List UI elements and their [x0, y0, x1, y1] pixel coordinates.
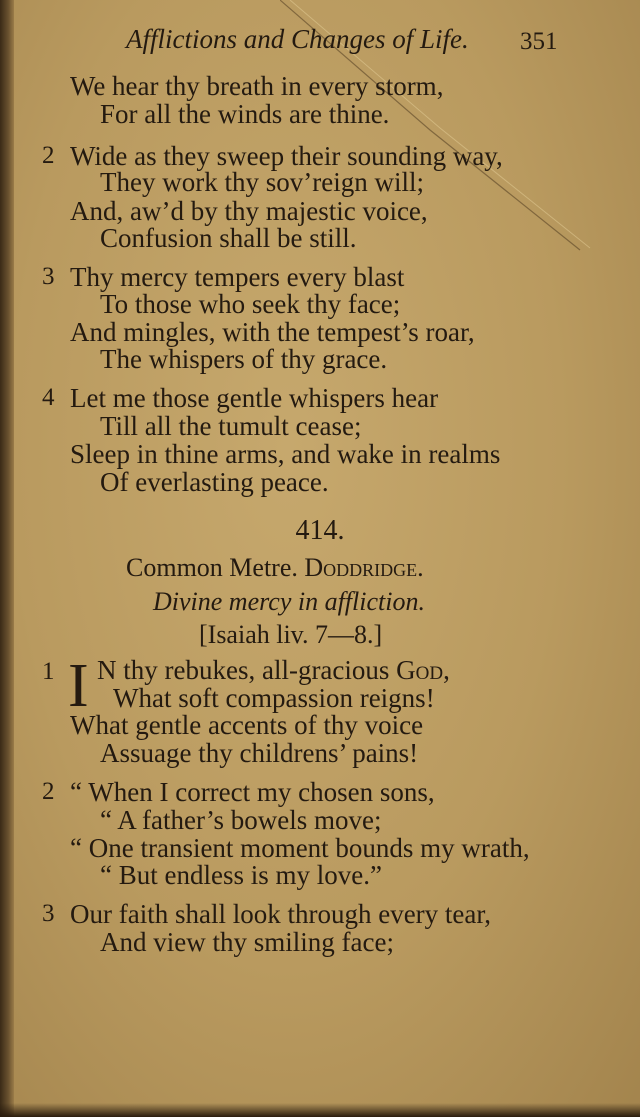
page-bottom-edge: [0, 1103, 640, 1117]
hymn-line: The whispers of thy grace.: [100, 344, 388, 374]
hymn-author: Doddridge.: [304, 553, 424, 582]
scripture-reference: [Isaiah liv. 7—8.]: [199, 620, 383, 649]
hymn-number: 414.: [295, 515, 345, 546]
hymn-line: And view thy smiling face;: [100, 927, 394, 957]
hymn-line: Sleep in thine arms, and wake in realms: [70, 439, 501, 469]
drop-cap: I: [68, 652, 89, 720]
hymn-line: And mingles, with the tempest’s roar,: [70, 317, 475, 347]
verse-number: 2: [42, 778, 55, 805]
verse-number: 1: [42, 658, 55, 685]
hymn-line: “ When I correct my chosen sons,: [70, 777, 435, 807]
hymn-line: Till all the tumult cease;: [100, 411, 362, 441]
hymn-meter-line: [126, 553, 424, 583]
hymn-line: What soft compassion reigns!: [113, 683, 435, 713]
hymn-line: “ One transient moment bounds my wrath,: [70, 833, 530, 863]
page-gutter: [0, 0, 14, 1117]
verse-number: 3: [42, 900, 55, 927]
hymn-line: We hear thy breath in every storm,: [70, 71, 444, 101]
verse-number: 3: [42, 263, 55, 290]
hymn-line: “ But endless is my love.”: [100, 860, 382, 890]
hymn-line: [97, 655, 450, 685]
page-number: 351: [520, 28, 558, 55]
god-word: God,: [396, 655, 450, 685]
hymn-line: For all the winds are thine.: [100, 99, 390, 129]
hymn-line: Our faith shall look through every tear,: [70, 899, 492, 929]
hymn-line: To those who seek thy face;: [100, 289, 401, 319]
hymn-line: “ A father’s bowels move;: [100, 805, 382, 835]
hymn-line: Assuage thy childrens’ pains!: [100, 738, 419, 768]
hymn-meter: Common Metre.: [126, 553, 298, 582]
hymn-line: They work thy sov’reign will;: [100, 167, 424, 197]
verse-number: 2: [42, 142, 55, 169]
hymn-line: Wide as they sweep their sounding way,: [70, 141, 503, 171]
hymn-subject: Divine mercy in affliction.: [153, 587, 425, 616]
hymn-line: What gentle accents of thy voice: [70, 710, 424, 740]
hymn-line-text: N thy rebukes, all-gracious: [97, 655, 397, 685]
running-header: Afflictions and Changes of Life.: [126, 24, 469, 54]
hymn-line: Of everlasting peace.: [100, 467, 329, 497]
verse-number: 4: [42, 384, 55, 411]
hymn-line: Thy mercy tempers every blast: [70, 262, 405, 292]
hymn-line: Confusion shall be still.: [100, 223, 357, 253]
hymn-line: And, aw’d by thy majestic voice,: [70, 196, 428, 226]
hymn-line: Let me those gentle whispers hear: [70, 383, 439, 413]
